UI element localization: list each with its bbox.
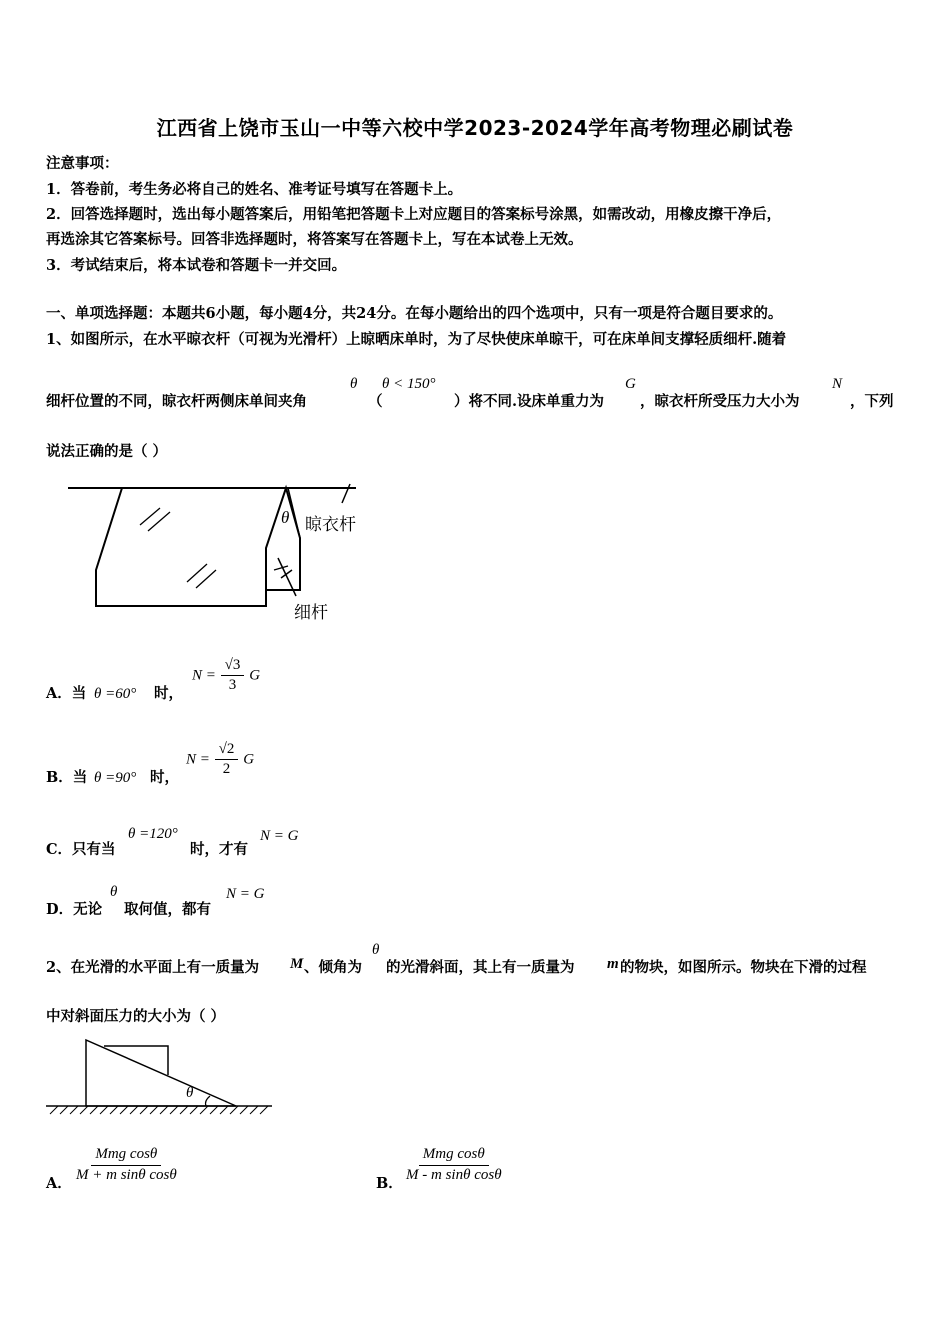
q1-option-c-mid: 时，才有	[190, 841, 248, 858]
block	[104, 1046, 168, 1075]
q1-option-c-angle: θ =120°	[128, 826, 178, 842]
q2-m: m	[607, 956, 619, 972]
q1-fig-theta: θ	[281, 508, 290, 527]
bedsheet-right	[266, 488, 300, 590]
ground-hatching	[50, 1106, 268, 1114]
q1-condition: θ < 150°	[382, 376, 436, 392]
q1-line-3: 说法正确的是（ ）	[46, 443, 168, 460]
page-title: 江西省上饶市玉山一中等六校中学2023-2024学年高考物理必刷试卷	[156, 116, 794, 140]
q2-theta: θ	[372, 942, 380, 958]
q1-fig-label-rod: 晾衣杆	[305, 515, 356, 535]
q1-N: N	[832, 376, 843, 392]
q1-option-d-prefix: D．无论	[46, 901, 103, 918]
q1-line-2b: （	[368, 393, 383, 410]
q2-line-1b: 、倾角为	[304, 959, 362, 976]
q1-line-2d: ，晾衣杆所受压力大小为	[640, 393, 800, 410]
incline	[86, 1040, 236, 1106]
q2-figure	[44, 1034, 276, 1118]
notice-heading: 注意事项：	[46, 155, 119, 172]
q1-theta: θ	[350, 376, 358, 392]
q1-option-a-angle: θ =60°	[94, 686, 137, 702]
q2-option-b-label: B．	[376, 1175, 403, 1192]
q2-line-1c: 的光滑斜面，其上有一质量为	[386, 959, 575, 976]
q1-G: G	[625, 376, 636, 392]
q2-fig-theta: θ	[186, 1085, 194, 1101]
q1-option-b-angle: θ =90°	[94, 770, 137, 786]
q1-option-b-mid: 时，	[150, 769, 179, 786]
notice-item-2b: 再选涂其它答案标号。回答非选择题时，将答案写在答题卡上，写在本试卷上无效。	[46, 231, 583, 248]
q2-option-b-formula: $\frac{\text{Mmg cosθ}}{\text{M - m sinθ cosθ}}$	[406, 1146, 502, 1183]
q2-option-a-label: A．	[46, 1175, 72, 1192]
rod-end-tick	[342, 484, 350, 503]
q1-line-1: 1、如图所示，在水平晾衣杆（可视为光滑杆）上晾晒床单时，为了尽快使床单晾干，可在床单间支撑轻质细杆.随着	[46, 331, 787, 348]
q1-option-b-prefix: B．当	[46, 769, 88, 786]
q1-fig-label-stick: 细杆	[294, 603, 328, 623]
q1-option-c-eq: N = G	[260, 828, 299, 844]
q1-figure	[60, 478, 390, 628]
q1-option-c-prefix: C．只有当	[46, 841, 116, 858]
notice-item-1: 1．答卷前，考生务必将自己的姓名、准考证号填写在答题卡上。	[46, 181, 463, 198]
q2-M: M	[290, 956, 304, 972]
q2-line-2: 中对斜面压力的大小为（ ）	[46, 1008, 226, 1025]
q1-option-d-theta: θ	[110, 884, 118, 900]
q1-option-a-formula: N = $\frac{√3}{3}$ G	[192, 657, 261, 693]
q1-option-d-eq: N = G	[226, 886, 265, 902]
q1-option-d-mid: 取何值，都有	[124, 901, 211, 918]
q2-option-a-formula: $\frac{\text{Mmg cosθ}}{\text{M + m sinθ cosθ}}$	[76, 1146, 177, 1183]
q1-line-2e: ，下列	[850, 393, 894, 410]
notice-item-3: 3．考试结束后，将本试卷和答题卡一并交回。	[46, 257, 347, 274]
q1-option-a-prefix: A．当	[46, 685, 87, 702]
q1-line-2a: 细杆位置的不同，晾衣杆两侧床单间夹角	[46, 393, 307, 410]
notice-item-2a: 2．回答选择题时，选出每小题答案后，用铅笔把答题卡上对应题目的答案标号涂黑，如需改动，用橡皮擦干净后，	[46, 206, 782, 223]
angle-arc	[206, 1096, 211, 1106]
q1-line-2c: ）将不同.设床单重力为	[454, 393, 605, 410]
q2-line-1d: 的物块，如图所示。物块在下滑的过程	[620, 959, 867, 976]
q1-option-a-mid: 时，	[154, 685, 183, 702]
q1-option-b-formula: N = $\frac{√2}{2}$ G	[186, 741, 255, 777]
bedsheet-left	[96, 488, 266, 606]
q2-line-1a: 2、在光滑的水平面上有一质量为	[46, 959, 260, 976]
section-heading: 一、单项选择题：本题共6小题，每小题4分，共24分。在每小题给出的四个选项中，只有一项是符合题目要求的。	[46, 305, 783, 322]
